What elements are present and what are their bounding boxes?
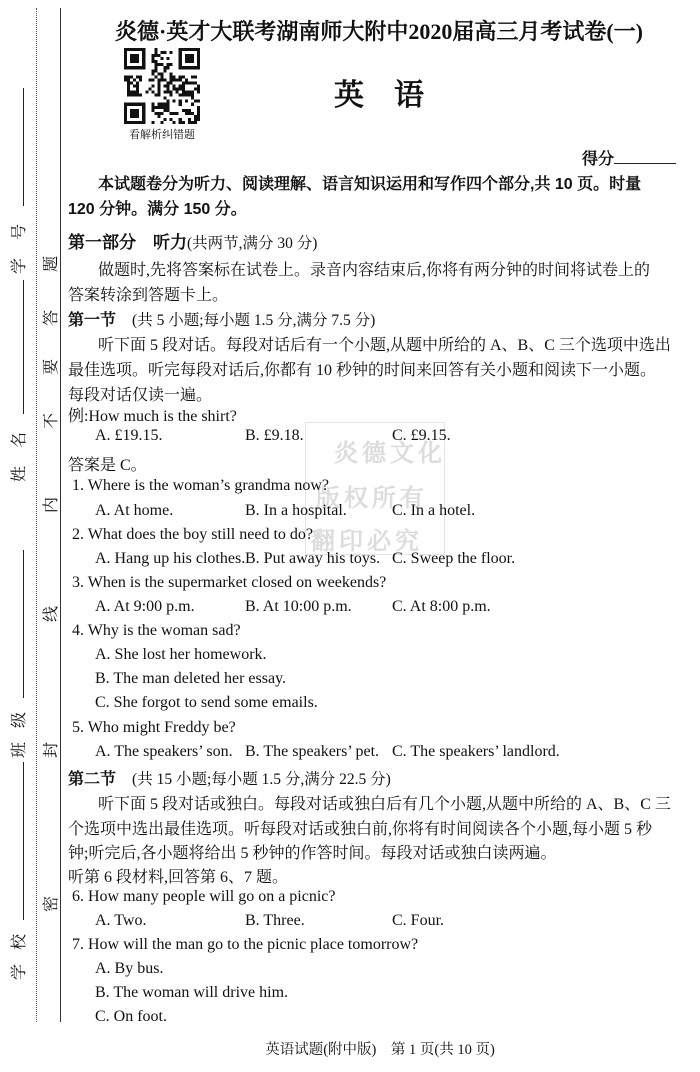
section2-instruction-line2: 个选项中选出最佳选项。听每段对话或独白前,你将有时间阅读各个小题,每小题 5 秒 bbox=[68, 821, 653, 838]
footer-page-info: 英语试题(附中版) 第 1 页(共 10 页) bbox=[265, 1042, 495, 1058]
school-label: 学校 bbox=[10, 919, 28, 980]
listening-direction-line1: 做题时,先将答案标在试卷上。录音内容结束后,你将有两分钟的时间将试卷上的 bbox=[98, 262, 651, 279]
q5-option-a: A. The speakers’ son. bbox=[95, 743, 233, 760]
example-option-b: B. £9.18. bbox=[245, 427, 304, 444]
binding-margin-labels bbox=[2, 8, 32, 1022]
q3-option-b: B. At 10:00 p.m. bbox=[245, 598, 352, 615]
q2-option-a: A. Hang up his clothes. bbox=[95, 550, 246, 567]
q1-option-b: B. In a hospital. bbox=[245, 502, 347, 519]
question-6: 6. How many people will go on a picnic? bbox=[72, 888, 336, 905]
question-1-options bbox=[68, 502, 692, 520]
section1-instruction-line1: 听下面 5 段对话。每段对话后有一个小题,从题中所给的 A、B、C 三个选项中选出 bbox=[98, 337, 671, 354]
seal-solid-line bbox=[60, 8, 61, 1022]
paper-summary-line1: 本试题卷分为听力、阅读理解、语言知识运用和写作四个部分,共 10 页。时量 bbox=[98, 176, 642, 193]
q7-option-c: C. On foot. bbox=[95, 1008, 167, 1025]
listening-direction-line2: 答案转涂到答题卡上。 bbox=[68, 287, 229, 304]
seal-char: 题 bbox=[42, 255, 60, 272]
example-question: 例:How much is the shirt? bbox=[68, 408, 237, 425]
section1-title: 第一节 bbox=[68, 312, 117, 329]
question-5: 5. Who might Freddy be? bbox=[72, 719, 236, 736]
q6-option-c: C. Four. bbox=[392, 912, 445, 929]
seal-phrase bbox=[39, 8, 59, 1022]
question-3: 3. When is the supermarket closed on weekends? bbox=[72, 574, 387, 591]
part1-title: 第一部分 听力 bbox=[68, 233, 187, 252]
question-7: 7. How will the man go to the picnic place tomorrow? bbox=[72, 936, 419, 953]
school-blank-line bbox=[22, 762, 24, 920]
material-6-note: 听第 6 段材料,回答第 6、7 题。 bbox=[68, 869, 289, 886]
part1-title-note: (共两节,满分 30 分) bbox=[187, 235, 318, 252]
q4-option-c: C. She forgot to send some emails. bbox=[95, 694, 318, 711]
seal-char: 答 bbox=[42, 309, 60, 326]
question-4: 4. Why is the woman sad? bbox=[72, 622, 241, 639]
section2-heading bbox=[68, 766, 692, 789]
section1-instruction-line3: 每段对话仅读一遍。 bbox=[68, 387, 213, 404]
seal-char: 封 bbox=[42, 741, 60, 758]
seal-char: 密 bbox=[42, 895, 60, 912]
seal-char: 要 bbox=[42, 358, 60, 375]
seal-dotted-line bbox=[36, 8, 37, 1022]
seal-char: 线 bbox=[42, 605, 60, 622]
score-label: 得分 bbox=[582, 151, 615, 168]
seal-char: 内 bbox=[42, 496, 60, 513]
q7-option-b: B. The woman will drive him. bbox=[95, 984, 289, 1001]
q2-option-b: B. Put away his toys. bbox=[245, 550, 381, 567]
class-label: 班级 bbox=[10, 697, 28, 758]
q7-option-a: A. By bus. bbox=[95, 960, 164, 977]
q1-option-c: C. In a hotel. bbox=[392, 502, 476, 519]
q3-option-c: C. At 8:00 p.m. bbox=[392, 598, 491, 615]
q1-option-a: A. At home. bbox=[95, 502, 174, 519]
score-blank-line bbox=[614, 149, 676, 164]
q4-option-a: A. She lost her homework. bbox=[95, 646, 267, 663]
student-id-blank-line bbox=[22, 88, 24, 206]
question-2: 2. What does the boy still need to do? bbox=[72, 526, 313, 543]
score-field bbox=[582, 146, 676, 169]
q5-option-b: B. The speakers’ pet. bbox=[245, 743, 380, 760]
name-label: 姓名 bbox=[10, 413, 28, 482]
qr-caption: 看解析纠错题 bbox=[129, 129, 195, 141]
watermark-text: 版权所有 bbox=[316, 486, 428, 512]
student-id-label: 学号 bbox=[10, 205, 28, 274]
section2-instruction-line1: 听下面 5 段对话或独白。每段对话或独白后有几个小题,从题中所给的 A、B、C 三 bbox=[98, 796, 671, 813]
exam-title: 炎德·英才大联考湖南师大附中2020届高三月考试卷(一) bbox=[115, 19, 643, 44]
watermark-text: 炎德文化 bbox=[334, 441, 446, 467]
section1-heading bbox=[68, 307, 692, 330]
subject-title: 英 语 bbox=[334, 79, 424, 112]
question-1: 1. Where is the woman’s grandma now? bbox=[72, 477, 329, 494]
section2-note: (共 15 小题;每小题 1.5 分,满分 22.5 分) bbox=[132, 771, 391, 788]
q6-option-b: B. Three. bbox=[245, 912, 305, 929]
name-blank-line bbox=[22, 280, 24, 414]
question-3-options bbox=[68, 598, 692, 616]
example-options-row bbox=[68, 427, 692, 445]
seal-char: 不 bbox=[42, 412, 60, 429]
section2-instruction-line3: 钟;听完后,各小题将给出 5 秒钟的作答时间。每段对话或独白读两遍。 bbox=[68, 845, 557, 862]
question-2-options bbox=[68, 550, 692, 568]
q2-option-c: C. Sweep the floor. bbox=[392, 550, 516, 567]
q6-option-a: A. Two. bbox=[95, 912, 147, 929]
q4-option-b: B. The man deleted her essay. bbox=[95, 670, 287, 687]
example-answer: 答案是 C。 bbox=[68, 457, 147, 474]
q5-option-c: C. The speakers’ landlord. bbox=[392, 743, 560, 760]
q3-option-a: A. At 9:00 p.m. bbox=[95, 598, 195, 615]
watermark-text: 翻印必究 bbox=[311, 529, 423, 555]
class-blank-line bbox=[22, 550, 24, 698]
example-option-a: A. £19.15. bbox=[95, 427, 163, 444]
paper-summary-line2: 120 分钟。满分 150 分。 bbox=[68, 201, 247, 218]
example-option-c: C. £9.15. bbox=[392, 427, 451, 444]
section1-instruction-line2: 最佳选项。听完每段对话后,你都有 10 秒钟的时间来回答有关小题和阅读下一小题。 bbox=[68, 362, 657, 379]
section2-title: 第二节 bbox=[68, 771, 117, 788]
section1-note: (共 5 小题;每小题 1.5 分,满分 7.5 分) bbox=[132, 312, 376, 329]
question-5-options bbox=[68, 743, 692, 761]
question-6-options bbox=[68, 912, 692, 930]
part1-heading bbox=[68, 228, 692, 253]
